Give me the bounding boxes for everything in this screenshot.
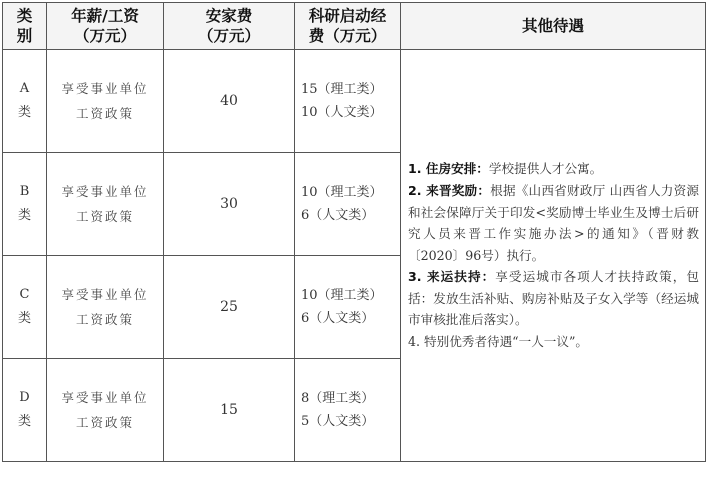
settlement-fee-cell: 30 <box>164 153 295 256</box>
header-category: 类 别 <box>3 3 47 50</box>
header-row <box>3 3 706 50</box>
research-funding-cell: 8（理工类） 5（人文类） <box>295 359 401 462</box>
header-salary: 年薪/工资 （万元） <box>47 3 164 50</box>
benefit-exceptional: 4. 特别优秀者待遇“一人一议”。 <box>408 334 589 350</box>
benefit-yuncheng-support: 3. 来运扶持：享受运城市各项人才扶持政策，包括：发放生活补贴、购房补贴及子女入学等（经运城市审核批准后落实）。 <box>408 269 700 328</box>
research-funding-cell: 15（理工类） 10（人文类） <box>295 50 401 153</box>
salary-cell: 享受事业单位 工资政策 <box>47 50 164 153</box>
settlement-fee-cell: 25 <box>164 256 295 359</box>
research-funding-cell: 10（理工类） 6（人文类） <box>295 256 401 359</box>
settlement-fee-cell: 40 <box>164 50 295 153</box>
benefit-housing: 1. 住房安排：学校提供人才公寓。 <box>408 161 603 177</box>
category-cell: D 类 <box>3 359 47 462</box>
category-cell: C 类 <box>3 256 47 359</box>
benefit-shanxi-award: 2. 来晋奖励：根据《山西省财政厅 山西省人力资源和社会保障厅关于印发<奖励博士毕业生及博士后研究人员来晋工作实施办法>的通知》（晋财教〔2020〕96号）执行。 <box>408 182 699 263</box>
header-settlement-fee: 安家费 （万元） <box>164 3 295 50</box>
other-benefits-cell <box>401 50 706 462</box>
settlement-fee-cell: 15 <box>164 359 295 462</box>
salary-cell: 享受事业单位 工资政策 <box>47 256 164 359</box>
category-cell: B 类 <box>3 153 47 256</box>
research-funding-cell: 10（理工类） 6（人文类） <box>295 153 401 256</box>
table-row <box>3 50 706 153</box>
talent-benefits-table <box>2 2 706 462</box>
header-other-benefits: 其他待遇 <box>401 3 706 50</box>
salary-cell: 享受事业单位 工资政策 <box>47 153 164 256</box>
category-cell: A 类 <box>3 50 47 153</box>
header-research-funding: 科研启动经 费（万元） <box>295 3 401 50</box>
salary-cell: 享受事业单位 工资政策 <box>47 359 164 462</box>
